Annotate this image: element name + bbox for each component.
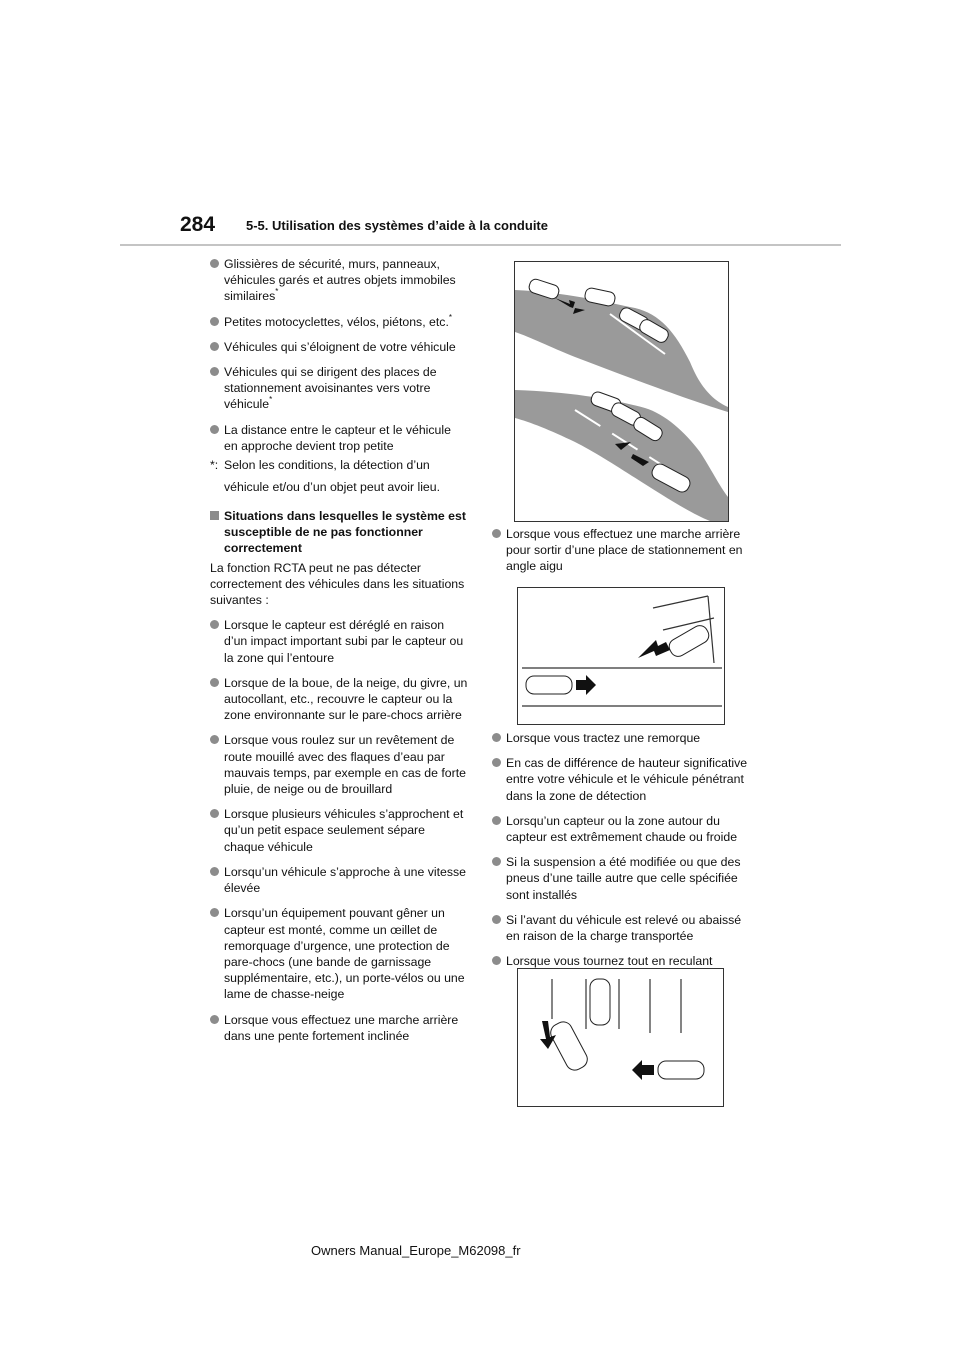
bullet-icon [210, 678, 219, 687]
list-item: Lorsque plusieurs véhicules s’approchent et qu’un petit espace seulement sépare chaque véhicule [210, 806, 468, 855]
car-icon [590, 979, 610, 1025]
list-item: Lorsque vous effectuez une marche arrière dans une pente fortement inclinée [210, 1012, 468, 1044]
list-item: Lorsque de la boue, de la neige, du givre, un autocollant, etc., recouvre le capteur ou la zone environnante sur le pare-chocs arrière [210, 675, 468, 724]
car-icon [548, 1019, 591, 1073]
arrow-icon [638, 640, 670, 658]
bullet-icon [492, 956, 501, 965]
right-column-continued [492, 730, 754, 978]
square-bullet-icon [210, 511, 219, 520]
list-item: Lorsque le capteur est déréglé en raison d’un impact important subi par le capteur ou la zone qui l’entoure [210, 617, 468, 666]
figure-curved-roads [514, 261, 729, 522]
header-rule [120, 244, 841, 246]
left-column [210, 256, 468, 1053]
list-item: Lorsqu’un véhicule s’approche à une vitesse élevée [210, 864, 468, 896]
bullet-icon [210, 1015, 219, 1024]
bullet-icon [210, 367, 219, 376]
list-item: Glissières de sécurité, murs, panneaux, véhicules garés et autres objets immobiles similaires* [210, 256, 468, 305]
parking-line [653, 596, 708, 608]
page-number: 284 [180, 213, 216, 236]
bullet-icon [210, 620, 219, 629]
list-item: En cas de différence de hauteur significative entre votre véhicule et le véhicule pénétrant dans la zone de détection [492, 755, 754, 804]
list-item: Lorsque vous tractez une remorque [492, 730, 754, 746]
list-item: Si la suspension a été modifiée ou que des pneus d’une taille autre que celle spécifiée sont installés [492, 854, 754, 903]
arrow-icon [632, 1060, 654, 1080]
intro-paragraph: La fonction RCTA peut ne pas détecter correctement des véhicules dans les situations suivantes : [210, 560, 465, 608]
list-item: Si l’avant du véhicule est relevé ou abaissé en raison de la charge transportée [492, 912, 754, 944]
list-item: Lorsque vous roulez sur un revêtement de route mouillé avec des flaques d’eau par mauvais temps, par exemple en cas de forte pluie, de neige ou de brouillard [210, 732, 468, 797]
list-item: Véhicules qui se dirigent des places de stationnement avoisinantes vers votre véhicule* [210, 364, 468, 413]
parking-line [663, 618, 714, 630]
figure-angled-parking [517, 587, 725, 725]
arrow-icon [576, 675, 596, 695]
footer-text: Owners Manual_Europe_M62098_fr [311, 1243, 521, 1258]
figure-turning-reverse [517, 968, 724, 1107]
list-item: La distance entre le capteur et le véhicule en approche devient trop petite [210, 422, 468, 454]
bullet-icon [492, 915, 501, 924]
bullet-icon [210, 342, 219, 351]
bullet-icon [210, 317, 219, 326]
bullet-icon [210, 908, 219, 917]
bullet-icon [492, 816, 501, 825]
bullet-icon [492, 529, 501, 538]
bullet-icon [492, 857, 501, 866]
car-icon [658, 1061, 704, 1079]
list-item: Lorsque vous tournez tout en reculant [492, 953, 754, 969]
list-item: Petites motocyclettes, vélos, piétons, etc.* [210, 314, 468, 330]
list-item: Lorsqu’un équipement pouvant gêner un capteur est monté, comme un œillet de remorquage d’urgence, une protection de pare-chocs (une bande de garnissage supplémentaire, etc.), un porte-vélos ou une lame de chasse-neige [210, 905, 468, 1002]
bullet-icon [210, 425, 219, 434]
bullet-icon [492, 733, 501, 742]
list-item: Lorsque vous effectuez une marche arrière pour sortir d’une place de stationnement en angle aigu [492, 526, 754, 575]
bullet-icon [492, 758, 501, 767]
bullet-icon [210, 735, 219, 744]
bullet-icon [210, 809, 219, 818]
right-column [492, 526, 754, 584]
list-item: Véhicules qui s’éloignent de votre véhicule [210, 339, 468, 355]
bullet-icon [210, 867, 219, 876]
footnote: *: Selon les conditions, la détection d’un véhicule et/ou d’un objet peut avoir lieu. [210, 458, 441, 495]
section-title: 5-5. Utilisation des systèmes d’aide à la conduite [246, 218, 548, 233]
list-item: Lorsqu’un capteur ou la zone autour du capteur est extrêmement chaude ou froide [492, 813, 754, 845]
parking-line [708, 596, 714, 663]
subheading: Situations dans lesquelles le système est susceptible de ne pas fonctionner correctement [210, 508, 468, 557]
car-icon [526, 676, 572, 694]
bullet-icon [210, 259, 219, 268]
